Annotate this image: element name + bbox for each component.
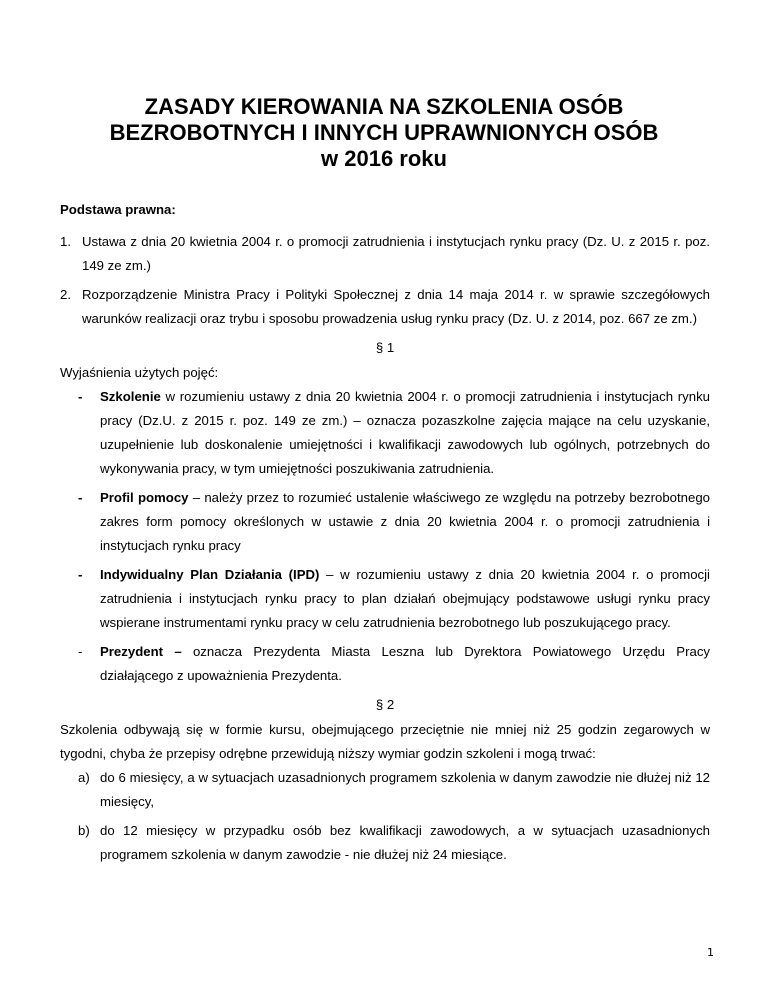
section-2-intro: Szkolenia odbywają się w formie kursu, obejmującego przeciętnie nie mniej niż 25 godzin zegarowych w tygodni, chyba że przepisy odrębne przewidują niższy wymiar godzin szkoleni i mogą trwać:: [60, 722, 710, 761]
section-1-intro: Wyjaśnienia użytych pojęć:: [60, 365, 219, 380]
definition-item: [78, 563, 710, 635]
definitions-list: [60, 385, 710, 688]
definition-text: – należy przez to rozumieć ustalenie właściwego ze względu na potrzeby bezrobotnego zakres form pomocy określonych w ustawie z dnia 20 kwietnia 2004 r. o promocji zatrudnienia i instytucjach rynku pracy: [100, 490, 710, 553]
duration-letter: a): [78, 770, 90, 785]
page-number: 1: [707, 946, 714, 959]
duration-letter: b): [78, 823, 90, 838]
definition-dash: -: [78, 389, 83, 404]
definition-text: oznacza Prezydenta Miasta Leszna lub Dyrektora Powiatowego Urzędu Pracy działającego z upoważnienia Prezydenta.: [100, 644, 711, 683]
legal-basis-text: Rozporządzenie Ministra Pracy i Polityki Społecznej z dnia 14 maja 2014 r. w sprawie szczegółowych warunków realizacji oraz trybu i sposobu prowadzenia usług rynku pracy (Dz. U. z 2014, poz. 667 ze zm.): [82, 287, 710, 326]
definition-dash: -: [78, 490, 83, 505]
legal-basis-list: [60, 230, 710, 331]
definition-dash: -: [78, 644, 83, 659]
section-2-sign: § 2: [375, 697, 395, 712]
duration-item: [78, 766, 710, 814]
definition-term: Profil pomocy: [100, 490, 189, 505]
legal-basis-item: [60, 283, 710, 331]
definition-term: Szkolenie: [100, 389, 161, 404]
definition-item: [78, 385, 710, 481]
document-title: [0, 94, 768, 172]
definition-item: [78, 486, 710, 558]
definition-text: – w rozumieniu ustawy z dnia 20 kwietnia 2004 r. o promocji zatrudnienia i instytucjach rynku pracy to plan działań obejmujący podstawowe usługi rynku pracy wspierane instrumentami rynku pracy w celu zatrudnienia bezrobotnego lub poszukującego pracy.: [100, 567, 710, 630]
duration-text: do 6 miesięcy, a w sytuacjach uzasadnionych programem szkolenia w danym zawodzie nie dłużej niż 12 miesięcy,: [100, 770, 710, 809]
duration-text: do 12 miesięcy w przypadku osób bez kwalifikacji zawodowych, a w sytuacjach uzasadnionych programem szkolenia w danym zawodzie - nie dłużej niż 24 miesiące.: [100, 823, 710, 862]
legal-basis-number: 2.: [60, 287, 71, 302]
legal-basis-number: 1.: [60, 234, 71, 249]
legal-basis-heading: Podstawa prawna:: [60, 202, 176, 217]
title-line-2: BEZROBOTNYCH I INNYCH UPRAWNIONYCH OSÓB: [109, 120, 659, 145]
section-1-sign: § 1: [375, 340, 395, 355]
legal-basis-text: Ustawa z dnia 20 kwietnia 2004 r. o promocji zatrudnienia i instytucjach rynku pracy (Dz. U. z 2015 r. poz. 149 ze zm.): [82, 234, 710, 273]
definition-item: [78, 640, 710, 688]
definition-term: Prezydent –: [100, 644, 182, 659]
legal-basis-item: [60, 230, 710, 278]
definition-dash: -: [78, 567, 83, 582]
title-line-1: ZASADY KIEROWANIA NA SZKOLENIA OSÓB: [144, 94, 624, 119]
document-body: [60, 198, 710, 872]
duration-item: [78, 819, 710, 867]
title-line-3: w 2016 roku: [321, 146, 447, 171]
definition-text: w rozumieniu ustawy z dnia 20 kwietnia 2004 r. o promocji zatrudnienia i instytucjach rynku pracy (Dz.U. z 2015 r. poz. 149 ze zm.) – oznacza pozaszkolne zajęcia mające na celu uzyskanie, uzupełnienie lub doskonalenie umiejętności i kwalifikacji zawodowych lub ogólnych, potrzebnych do wykonywania pracy, w tym umiejętności poszukiwania zatrudnienia.: [100, 389, 710, 476]
definition-term: Indywidualny Plan Działania (IPD): [100, 567, 320, 582]
duration-list: [60, 766, 710, 867]
